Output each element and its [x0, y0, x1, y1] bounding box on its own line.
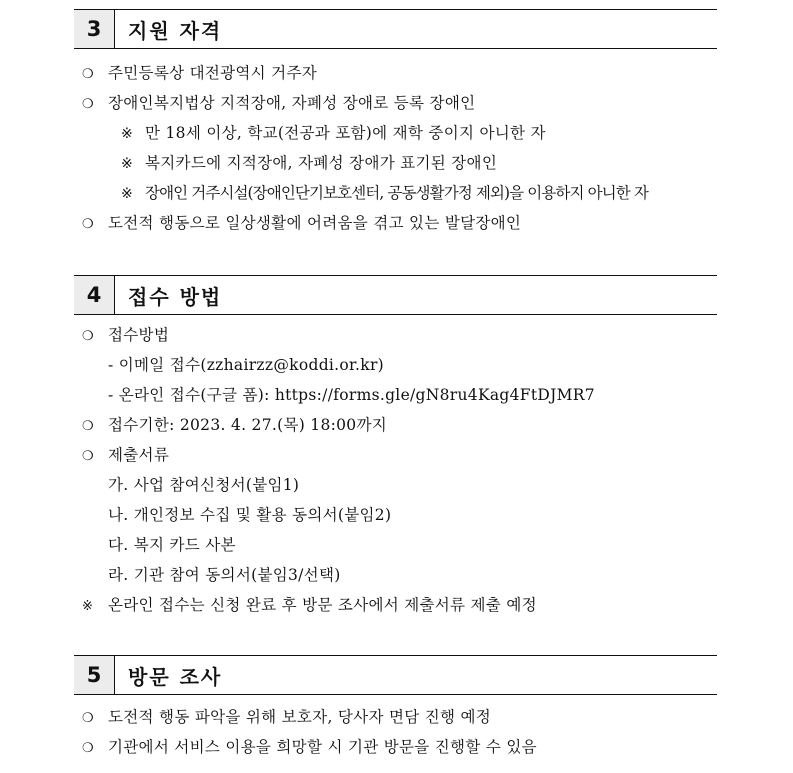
- circle-bullet-icon: ❍: [82, 217, 94, 232]
- section-header: [74, 275, 717, 315]
- list-item: ❍ 도전적 행동으로 일상생활에 어려움을 겪고 있는 발달장애인: [82, 213, 521, 235]
- sub-item: - 온라인 접수(구글 폼): https://forms.gle/gN8ru4Kag4FtDJMR7: [108, 386, 595, 404]
- list-item: ❍ 주민등록상 대전광역시 거주자: [82, 63, 317, 85]
- list-item: ❍ 접수기한: 2023. 4. 27.(목) 18:00까지: [82, 415, 387, 437]
- note-mark-icon: ※: [121, 156, 134, 172]
- section-header: [74, 655, 717, 695]
- list-item: ❍ 접수방법: [82, 325, 169, 347]
- sub-item: 나. 개인정보 수집 및 활용 동의서(붙임2): [108, 506, 392, 524]
- section-header: [74, 9, 717, 49]
- note-mark-icon: ※: [82, 599, 94, 614]
- circle-bullet-icon: ❍: [82, 97, 94, 112]
- section-title: 접수 방법: [128, 284, 223, 309]
- section-4: [74, 275, 717, 315]
- circle-bullet-icon: ❍: [82, 741, 94, 756]
- circle-bullet-icon: ❍: [82, 419, 94, 434]
- list-item: ❍ 기관에서 서비스 이용을 희망할 시 기관 방문을 진행할 수 있음: [82, 737, 537, 759]
- sub-item: 라. 기관 참여 동의서(붙임3/선택): [108, 566, 341, 584]
- note-item: ※ 복지카드에 지적장애, 자폐성 장애가 표기된 장애인: [121, 154, 498, 172]
- note-mark-icon: ※: [121, 186, 132, 202]
- circle-bullet-icon: ❍: [82, 449, 94, 464]
- note-item: ※ 온라인 접수는 신청 완료 후 방문 조사에서 제출서류 제출 예정: [82, 595, 537, 617]
- circle-bullet-icon: ❍: [82, 329, 94, 344]
- note-item: ※ 만 18세 이상, 학교(전공과 포함)에 재학 중이지 아니한 자: [121, 124, 546, 142]
- circle-bullet-icon: ❍: [82, 711, 94, 726]
- sub-item: 가. 사업 참여신청서(붙임1): [108, 476, 300, 494]
- note-item: ※ 장애인 거주시설(장애인단기보호센터, 공동생활가정 제외)을 이용하지 아니한 자: [121, 184, 648, 202]
- sub-item: - 이메일 접수(zzhairzz@koddi.or.kr): [108, 356, 385, 374]
- section-5: [74, 655, 717, 695]
- list-item: ❍ 제출서류: [82, 445, 169, 467]
- section-number: 5: [74, 656, 115, 694]
- section-number: 3: [74, 10, 115, 48]
- section-3: [74, 9, 717, 49]
- list-item: ❍ 도전적 행동 파악을 위해 보호자, 당사자 면담 진행 예정: [82, 707, 491, 729]
- list-item: ❍ 장애인복지법상 지적장애, 자폐성 장애로 등록 장애인: [82, 93, 475, 115]
- circle-bullet-icon: ❍: [82, 67, 94, 82]
- note-mark-icon: ※: [121, 126, 134, 142]
- section-number: 4: [74, 276, 115, 314]
- section-title: 지원 자격: [128, 18, 223, 43]
- sub-item: 다. 복지 카드 사본: [108, 536, 236, 554]
- section-title: 방문 조사: [128, 664, 223, 689]
